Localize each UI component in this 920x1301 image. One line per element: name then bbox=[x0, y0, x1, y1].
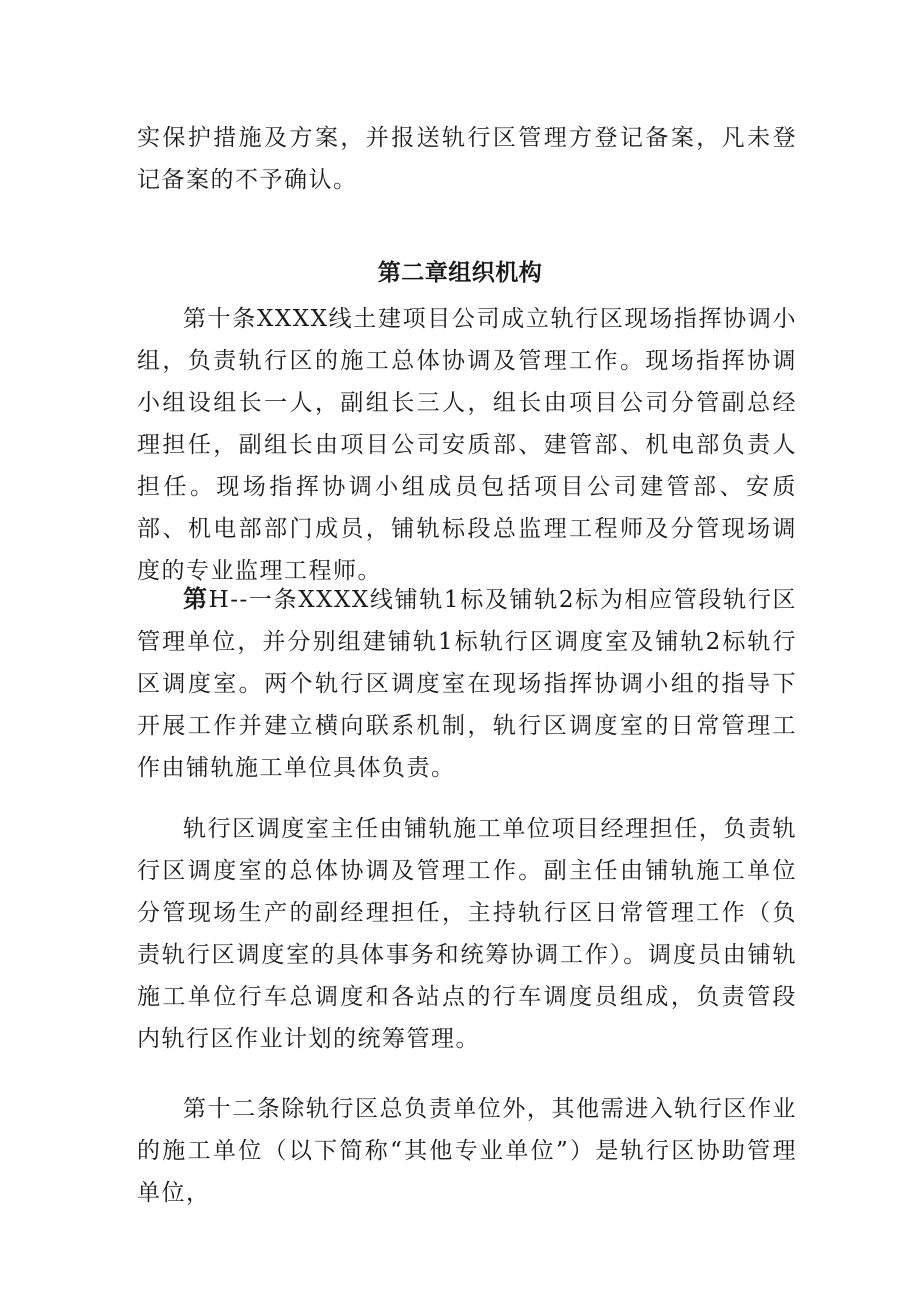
article-11-text: H--一条XXXX线铺轨1标及铺轨2标为相应管段轨行区管理单位，并分别组建铺轨1标轨行区调度室及铺轨2标轨行区调度室。两个轨行区调度室在现场指挥协调小组的指导下开展工作并建立横向联系机制，轨行区调度室的日常管理工作由铺轨施工单位具体负责。 bbox=[137, 587, 797, 781]
article-10-paragraph: 第十条XXXX线土建项目公司成立轨行区现场指挥协调小组，负责轨行区的施工总体协调及管理工作。现场指挥协调小组设组长一人，副组长三人，组长由项目公司分管副总经理担任，副组长由项目公司安质部、建管部、机电部负责人担任。现场指挥协调小组成员包括项目公司建管部、安质部、机电部部门成员，铺轨标段总监理工程师及分管现场调度的专业监理工程师。 bbox=[137, 306, 797, 584]
continuation-paragraph: 实保护措施及方案，并报送轨行区管理方登记备案，凡未登记备案的不予确认。 bbox=[137, 125, 797, 193]
chapter-title: 第二章组织机构 bbox=[377, 260, 543, 286]
article-11-paragraph bbox=[137, 578, 797, 789]
dispatch-room-paragraph: 轨行区调度室主任由铺轨施工单位项目经理担任，负责轨行区调度室的总体协调及管理工作。副主任由铺轨施工单位分管现场生产的副经理担任，主持轨行区日常管理工作（负责轨行区调度室的具体事务和统筹协调工作）。调度员由铺轨施工单位行车总调度和各站点的行车调度员组成，负责管段内轨行区作业计划的统筹管理。 bbox=[137, 816, 797, 1052]
article-12-paragraph: 第十二条除轨行区总负责单位外，其他需进入轨行区作业的施工单位（以下简称“其他专业单位”）是轨行区协助管理单位， bbox=[137, 1096, 797, 1206]
article-11-lead: 第 bbox=[183, 585, 209, 613]
